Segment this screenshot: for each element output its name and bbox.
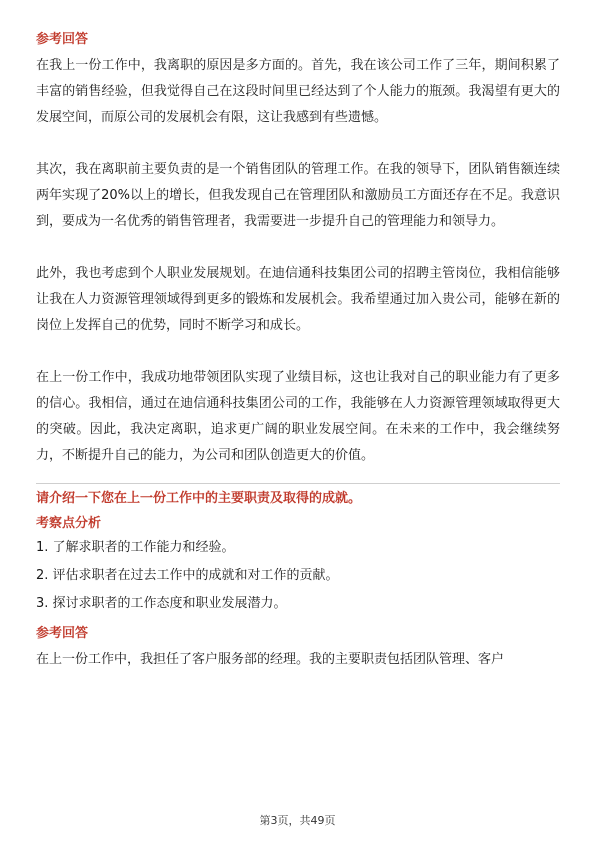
analysis-point: 1. 了解求职者的工作能力和经验。 [36, 540, 235, 555]
reference-answer-label: 参考回答 [36, 32, 89, 47]
interview-question: 请介绍一下您在上一份工作中的主要职责及取得的成就。 [36, 491, 362, 506]
analysis-point: 2. 评估求职者在过去工作中的成就和对工作的贡献。 [36, 568, 339, 583]
answer-paragraph: 在我上一份工作中，我离职的原因是多方面的。首先，我在该公司工作了三年，期间积累了丰富的销售经验，但我觉得自己在这段时间里已经达到了个人能力的瓶颈。我渴望有更大的发展空间，而原公司的发展机会有限，这让我感到有些遗憾。 [36, 58, 560, 125]
reference-answer-label: 参考回答 [36, 626, 89, 641]
analysis-label: 考察点分析 [36, 516, 102, 531]
answer-paragraph: 在上一份工作中，我成功地带领团队实现了业绩目标，这也让我对自己的职业能力有了更多的信心。我相信，通过在迪信通科技集团公司的工作，我能够在人力资源管理领域取得更大的突破。因此，我决定离职，追求更广阔的职业发展空间。在未来的工作中，我会继续努力，不断提升自己的能力，为公司和团队创造更大的价值。 [36, 370, 560, 463]
answer-paragraph: 此外，我也考虑到个人职业发展规划。在迪信通科技集团公司的招聘主管岗位，我相信能够让我在人力资源管理领域得到更多的锻炼和发展机会。我希望通过加入贵公司，能够在新的岗位上发挥自己的优势，同时不断学习和成长。 [36, 266, 560, 333]
page-content [36, 30, 560, 673]
answer-paragraph: 其次，我在离职前主要负责的是一个销售团队的管理工作。在我的领导下，团队销售额连续两年实现了20%以上的增长，但我发现自己在管理团队和激励员工方面还存在不足。我意识到，要成为一名优秀的销售管理者，我需要进一步提升自己的管理能力和领导力。 [36, 162, 560, 229]
section-divider [36, 483, 560, 484]
paragraph-gap [36, 235, 560, 261]
answer-paragraph: 在上一份工作中，我担任了客户服务部的经理。我的主要职责包括团队管理、客户 [36, 652, 505, 667]
paragraph-gap [36, 339, 560, 365]
paragraph-gap [36, 131, 560, 157]
analysis-point: 3. 探讨求职者的工作态度和职业发展潜力。 [36, 596, 287, 611]
page-number: 第3页，共49页 [259, 814, 336, 827]
